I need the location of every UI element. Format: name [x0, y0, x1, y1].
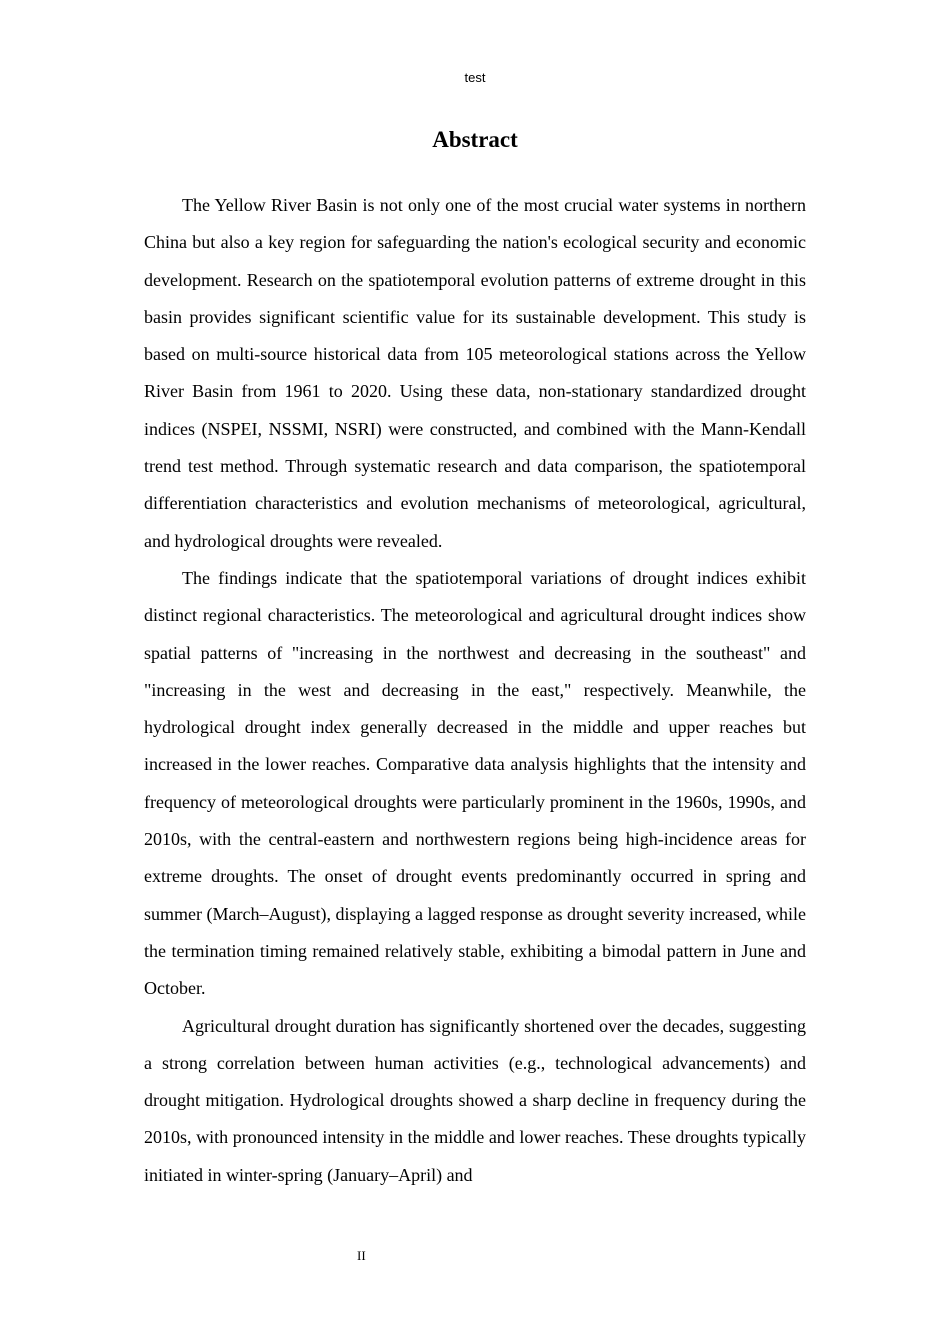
page-number: II [357, 1248, 366, 1263]
abstract-paragraph-2: The findings indicate that the spatiotemporal variations of drought indices exhibit distinct regional characteristics. The meteorological and agricultural drought indices show spatial patterns of "increasing in the northwest and decreasing in the southeast" and "increasing in the west and decreasing in the east," respectively. Meanwhile, the hydrological drought index generally decreased in the middle and upper reaches but increased in the lower reaches. Comparative data analysis highlights that the intensity and frequency of meteorological droughts were particularly prominent in the 1960s, 1990s, and 2010s, with the central-eastern and northwestern regions being high-incidence areas for extreme droughts. The onset of drought events predominantly occurred in spring and summer (March–August), displaying a lagged response as drought severity increased, while the termination timing remained relatively stable, exhibiting a bimodal pattern in June and October. [144, 567, 806, 999]
abstract-paragraph-3: Agricultural drought duration has significantly shortened over the decades, suggesting a strong correlation between human activities (e.g., technological advancements) and drought mitigation. Hydrological droughts showed a sharp decline in frequency during the 2010s, with pronounced intensity in the middle and lower reaches. These droughts typically initiated in winter-spring (January–April) and [144, 1015, 806, 1185]
abstract-title: Abstract [432, 127, 518, 152]
abstract-body [144, 187, 806, 1194]
page-header: test [464, 70, 486, 85]
abstract-paragraph-1: The Yellow River Basin is not only one of the most crucial water systems in northern China but also a key region for safeguarding the nation's ecological security and economic development. Research on the spatiotemporal evolution patterns of extreme drought in this basin provides significant scientific value for its sustainable development. This study is based on multi-source historical data from 105 meteorological stations across the Yellow River Basin from 1961 to 2020. Using these data, non-stationary standardized drought indices (NSPEI, NSSMI, NSRI) were constructed, and combined with the Mann-Kendall trend test method. Through systematic research and data comparison, the spatiotemporal differentiation characteristics and evolution mechanisms of meteorological, agricultural, and hydrological droughts were revealed. [144, 195, 806, 551]
